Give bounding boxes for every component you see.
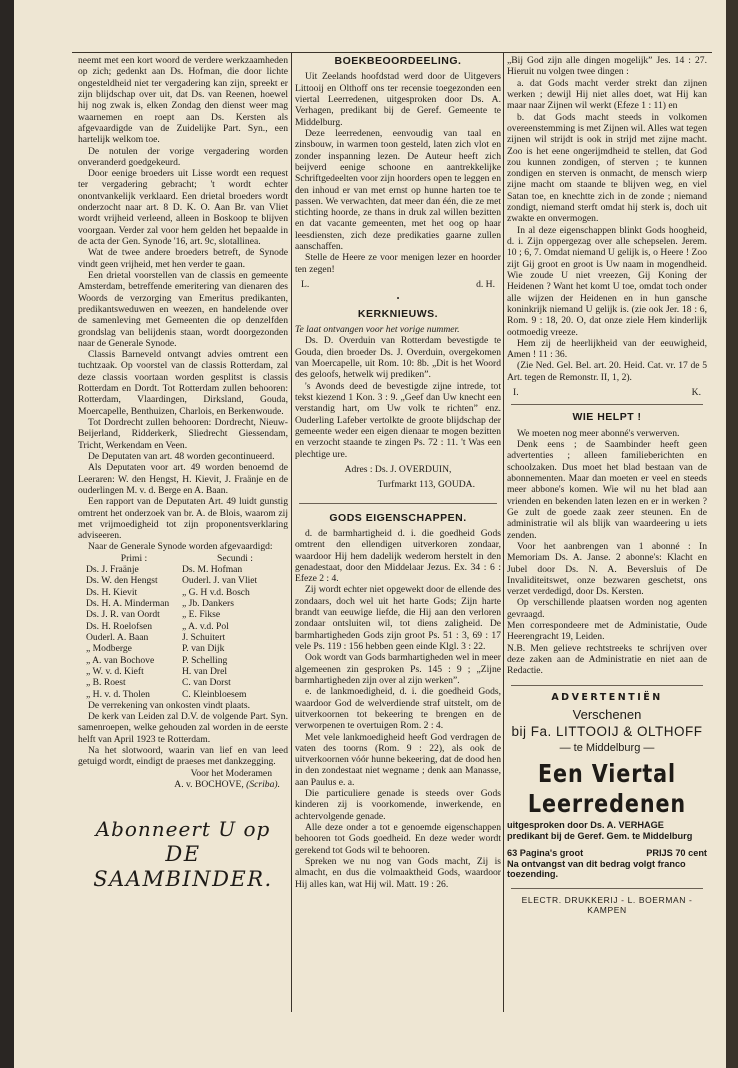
separator-rule bbox=[511, 685, 703, 686]
synod-report-paragraph: De verrekening van onkosten vindt plaats. bbox=[88, 699, 250, 711]
signature bbox=[78, 779, 288, 790]
ad-pages: 63 Pagina's groot bbox=[507, 847, 584, 858]
address-line-1: Adres : Ds. J. OVERDUIN, bbox=[344, 463, 452, 475]
ad-publisher: bij Fa. LITTOOIJ & OLTHOFF bbox=[511, 724, 703, 740]
delegate-secundus: H. van Drel bbox=[182, 665, 228, 677]
delegate-row bbox=[78, 677, 288, 688]
gods-paragraph: Alle deze onder a tot e genoemde eigenschappen behooren tot Gods goedheid. En deze weder wordt gerekend tot Gods wil te behooren. bbox=[295, 822, 501, 856]
wie-helpt-paragraph: We moeten nog meer abonné's verwerven. bbox=[517, 427, 680, 439]
primi-label: Primi : bbox=[120, 552, 148, 564]
delegate-row bbox=[78, 689, 288, 700]
gods-continued-paragraph: a. dat Gods macht verder strekt dan zijnen werken ; dewijl Hij niet alles doet, wat Hij kan maar naar Zijnen wil werkt (Efeze 1 : 11) en bbox=[507, 77, 707, 112]
promo-line-2: DE SAAMBINDER. bbox=[93, 841, 273, 891]
delegate-primus: „ Modberge bbox=[86, 643, 132, 655]
wie-helpt-paragraph: N.B. Men gelieve rechtstreeks te schrijven over deze zaken aan de Administratie en niet aan de Redactie. bbox=[507, 642, 707, 677]
signature-role: (Scriba). bbox=[246, 779, 280, 790]
ad-place-text: te Middelburg bbox=[573, 742, 641, 755]
delegate-secundus: „ Jb. Dankers bbox=[182, 598, 234, 609]
delegate-primus: „ B. Roest bbox=[86, 677, 126, 689]
section-title-kerknieuws: KERKNIEUWS. bbox=[357, 307, 439, 320]
review-paragraph: Stelle de Heere ze voor menigen lezer en hoorder ten zegen! bbox=[295, 252, 501, 275]
ad-price: PRIJS 70 cent bbox=[646, 847, 707, 858]
top-rule bbox=[72, 52, 712, 53]
synod-report-paragraph: Tot Dordrecht zullen behooren: Dordrecht, Nieuw-Beijerland, Ridderkerk, Sliedrecht Giessendam, Tricht, Werkendam en Veen. bbox=[78, 417, 288, 451]
gods-continued-paragraph: „Bij God zijn alle dingen mogelijk” Jes. 14 : 27. Hieruit nu volgen twee dingen : bbox=[507, 55, 707, 78]
synod-report-paragraph: Een drietal voorstellen van de classis en gemeente Amsterdam, betreffende emeritering van dienaren des Woords de verzorging van Emeritus predikanten, predikantsweduwen en weezen, en handelende over de samenleving met Gemeenten die op denzelfden grondslag van belijdenis staan, wordt doorgezonden naar de Generale Synode. bbox=[78, 269, 288, 349]
delegate-primus: Ds. H. Roelofsen bbox=[86, 620, 153, 632]
gods-paragraph: e. de lankmoedigheid, d. i. die goedheid Gods, waardoor God de welverdiende straf uitstelt, om de uitverkoornen tot bekeering te brengen en de verworpenen te overtuigen Rom. 2 : 4. bbox=[295, 686, 501, 732]
kerknieuws-paragraph: Ds. D. Overduin van Rotterdam bevestigde te Gouda, dien broeder Ds. J. Overduin, overgekomen van Moercapelle, uit Rom. 10: 8b. „Dit is het Woord des geloofs, hetwelk wij prediken”. bbox=[295, 335, 501, 381]
section-title-wie-helpt: WIE HELPT ! bbox=[572, 411, 642, 424]
synod-report-paragraph: De Deputaten van art. 48 worden gecontinueerd. bbox=[88, 450, 275, 462]
delegate-row bbox=[78, 609, 288, 620]
delegate-secundus: C. Kleinbloesem bbox=[182, 688, 247, 700]
synod-report-paragraph: Door eenige broeders uit Lisse wordt een request ter vergadering gebracht; 't wordt echter onontvankelijk verklaard. Een drietal broeders wordt onderzocht naar art. 8 D. K. O. Aan Br. van Vliet wordt vrijheid verleend, alleen in Boskoop te blijven voorgaan. Verder zal voor hem gelden het bepaalde in de acta der Gen. Synode '16, art. 9c, slotallinea. bbox=[78, 168, 288, 247]
gods-paragraph: Ook wordt van Gods barmhartigheden wel in meer algemeenen zin gesproken Ps. 145 : 9 ; „Zijne barmhartigheden zijn over al zijn werken”. bbox=[295, 652, 501, 686]
promo-line-1: Abonneert U op bbox=[95, 817, 271, 842]
ad-place: — te Middelburg — bbox=[559, 742, 655, 755]
gods-signature bbox=[507, 387, 707, 398]
delegate-secundus: „ A. v.d. Pol bbox=[182, 620, 229, 632]
delegate-primus: Ds. J. Fraänje bbox=[86, 564, 139, 576]
delegate-row bbox=[78, 575, 288, 586]
book-advertisement bbox=[507, 707, 707, 881]
section-title-boekbeoordeeling: BOEKBEOORDEELING. bbox=[334, 55, 462, 67]
delegate-secundus: J. Schuitert bbox=[182, 631, 226, 643]
gods-sig-right: K. bbox=[691, 387, 701, 399]
separator-rule bbox=[511, 888, 703, 889]
separator-ornament: • bbox=[396, 294, 400, 304]
synod-report-paragraph: Als Deputaten voor art. 49 worden benoemd de Leeraren: W. den Hengst, H. Kievit, J. Fraänje en de ouderlingen M. v. d. Berge en A. Baan. bbox=[78, 462, 288, 496]
section-title-advertentien: ADVERTENTIËN bbox=[551, 691, 663, 703]
synod-report-paragraph: De notulen der vorige vergadering worden onveranderd goedgekeurd. bbox=[78, 145, 288, 168]
delegate-secundus: P. Schelling bbox=[182, 654, 228, 666]
delegate-secundus: Ds. M. Hofman bbox=[182, 564, 243, 576]
gods-paragraph: Die particuliere genade is steeds over Gods kinderen zij is voorkomende, inwerkende, en achtervolgende genade. bbox=[295, 788, 501, 822]
delegate-secundus: C. van Dorst bbox=[182, 677, 231, 689]
delegate-primus: „ W. v. d. Kieft bbox=[86, 665, 144, 677]
column-rule-1 bbox=[291, 52, 292, 1012]
gods-sig-left: I. bbox=[513, 387, 519, 399]
delegate-row bbox=[78, 655, 288, 666]
ad-note: Na ontvangst van dit bedrag volgt franco toezending. bbox=[507, 858, 686, 880]
gods-continued-paragraph: (Zie Ned. Gel. Bel. art. 20. Heid. Cat. vr. 17 de 5 Art. tegen de Remonstr. II, 1, 2). bbox=[507, 360, 707, 383]
gods-continued-paragraph: Hem zij de heerlijkheid van der eeuwigheid, Amen ! 11 : 36. bbox=[507, 337, 707, 361]
delegate-row bbox=[78, 632, 288, 643]
wie-helpt-paragraph: Men correspondeere met de Administatie, Oude Heerengracht 19, Leiden. bbox=[507, 620, 707, 643]
closing-line: Voor het Moderamen bbox=[190, 767, 272, 779]
delegate-row bbox=[78, 621, 288, 632]
wie-helpt-paragraph: Op verschillende plaatsen worden nog agenten gevraagd. bbox=[507, 597, 707, 620]
delegate-primus: Ds. J. R. van Oordt bbox=[86, 609, 160, 621]
synod-report-paragraph: Naar de Generale Synode worden afgevaardigd: bbox=[88, 541, 273, 553]
gods-continued-paragraph: b. dat Gods macht steeds in volkomen overeenstemming is met Zijnen wil. Alles wat tegen zijnen wil strijdt is ook in strijd met zijne macht. Zoo is het eene ongerijmdheid te stellen, dat God zou kunnen zondigen, of sterven ; te kunnen zondigen en sterven is onmacht, de mensch wierp zijne macht om staande te blijven weg, en viel Satan toe, en knechtte zich in de zonde ; niemand zondigt, niemand sterft omdat hij sterk is, doch uit zwakte en onvermogen. bbox=[507, 111, 707, 225]
review-sig-right: d. H. bbox=[476, 279, 495, 290]
secundi-label: Secundi : bbox=[217, 552, 253, 564]
delegates-header bbox=[78, 553, 288, 564]
ad-subtitle-1: uitgesproken door Ds. A. VERHAGE bbox=[507, 820, 664, 831]
synod-report-paragraph: neemt met een kort woord de verdere werkzaamheden op zich; gedenkt aan Ds. Hofman, die door lichte ongesteldheid niet ter vergadering kan zijn, spreekt er zijn blijdschap over uit, dat Ds. van Reenen, hoewel hij nog zwak is, elken Zondag den dienst weer mag waarnemen en roept aan Ds. Kersten als afgevaardigde van de Zuidelijke Part. Syn., een hartelijk welkom toe. bbox=[78, 55, 288, 146]
gods-paragraph: Met vele lankmoedigheid heeft God verdragen de vaten des toorns (Rom. 9 : 22), als ook de uitverkoornen vóór hunne bekeering, dat de dood hen in den zondestaat niet wegname ; denk aan Manasse, aan Paulus e. a. bbox=[295, 731, 501, 788]
ad-book-title: Een Viertal Leerredenen bbox=[527, 759, 687, 818]
delegate-primus: „ H. v. d. Tholen bbox=[86, 688, 150, 700]
column-3 bbox=[507, 55, 707, 915]
gods-paragraph: Spreken we nu nog van Gods macht, Zij is almacht, en dus die volmaaktheid Gods, waardoor Hij alles kan, wat Hij wil. Matt. 19 : 26. bbox=[295, 855, 501, 890]
separator-rule bbox=[299, 503, 497, 504]
ad-price-row bbox=[507, 848, 707, 859]
delegate-row bbox=[78, 598, 288, 609]
delegates-list bbox=[78, 564, 288, 700]
synod-report-paragraph: Een rapport van de Deputaten Art. 49 luidt gunstig omtrent het onderzoek van br. A. de Blois, waarom zij met vrijmoedigheid tot zijn proponentsverklaring adviseeren. bbox=[78, 496, 288, 542]
delegate-row bbox=[78, 666, 288, 677]
delegate-secundus: P. van Dijk bbox=[182, 643, 225, 655]
gods-continued-paragraph: In al deze eigenschappen blinkt Gods hoogheid, d. i. Zijn oppergezag over alle schepselen. Jerem. 10 ; 6, 7. Omdat niemand U gelijk is, o Heere ! Zoo zijt Gij groot en groot is Uw naam in mogendheid. Wie zoude U niet vreezen, Gij Koning der Heidenen ? Want het komt U toe, omdat toch onder alle wijzen der Heidenen en in hun gansche koninkrijk niemand U gelijk is. (zie ook Jer. 18 : 6, Rom. 9 : 18, 20. O, dat onze ziele Hem kinderlijk ootmoedig vreeze. bbox=[507, 224, 707, 338]
column-1 bbox=[78, 55, 288, 891]
delegate-primus: „ A. van Bochove bbox=[86, 654, 155, 666]
newspaper-page bbox=[14, 0, 726, 1068]
review-paragraph: Uit Zeelands hoofdstad werd door de Uitgevers Littooij en Olthoff ons ter recensie toegezonden een viertal Leerredenen, uitgesproken door Ds. A. Verhagen, predikant bij de Geref. Gemeente te Middelburg. bbox=[295, 71, 501, 128]
ad-verschenen: Verschenen bbox=[572, 706, 642, 722]
delegate-secundus: „ G. H v.d. Bosch bbox=[182, 586, 250, 598]
page-edge bbox=[726, 0, 738, 1068]
review-signature bbox=[295, 279, 501, 290]
wie-helpt-paragraph: Denk eens ; de Saambinder heeft geen advertenties ; alleen familieberichten en schoolzaken. Dus moet het blad bestaan van de abonnementen. Maar dan moeten er veel en steeds meer abbone's komen. Wie wil nu het blad aan vrienden en bekenden laten lezen en er in werken ? Ge zult de goede zaak zeer steunen. En de administratie wil als blijk van waardeering u iets zenden. bbox=[507, 439, 707, 541]
synod-report-paragraph: Wat de twee andere broeders betreft, de Synode vindt geen vrijheid, met hen verder te gaan. bbox=[78, 247, 288, 270]
kerknieuws-paragraph: 's Avonds deed de bevestigde zijne intrede, tot tekst kiezend 1 Kon. 3 : 9. „Geef dan Uw knecht een verstandig hart, om Uw volk te richten” enz. Ouderling Lafeber vertolkte de groote blijdschap der gemeente weder een eigen dienaar te mogen bezitten en verzocht staande te zingen Ps. 72 : 11. 't Was een plechtige ure. bbox=[295, 380, 501, 460]
gods-paragraph: d. de barmhartigheid d. i. die goedheid Gods omtrent den ellendigen uitverkoren zondaar, waardoor Hij hem dadelijk wederom herstelt in den genadestaat, door den Middelaar Jezus. Ex. 34 : 6 : Efeze 2 : 4. bbox=[295, 527, 501, 585]
gods-paragraph: Zij wordt echter niet opgewekt door de ellende des zondaars, doch wel uit het harte Gods; Zijn harte brandt van eeuwige liefde, die Hij aan den verloren zondaar ontsluiten wil, tot diens zaligheid. De barmhartigheden Gods zijn groot Ps. 51 : 3, 69 : 17 vele Ps. 119 : 156 hebben geen einde Klgl. 3 : 22. bbox=[295, 584, 501, 652]
column-2 bbox=[295, 55, 501, 890]
kerknieuws-subtitle: Te laat ontvangen voor het vorige nummer. bbox=[295, 324, 460, 336]
section-title-gods-eigenschappen: GODS EIGENSCHAPPEN. bbox=[329, 511, 467, 524]
review-sig-left: L. bbox=[301, 279, 310, 290]
delegate-primus: Ouderl. A. Baan bbox=[86, 631, 149, 643]
delegate-secundus: „ E. Fikse bbox=[182, 609, 221, 621]
review-paragraph: Deze leerredenen, eenvoudig van taal en zinsbouw, in warmen toon gesteld, laten zich vlot en zonder inspanning lezen. De Auteur heeft zich beijverd eenige schoone en aantrekkelijke Schriftgedeelten voor zijn hoorders open te leggen en den inhoud er van met ernst op hunne harten toe te passen. We verwachten, dat meer dan één, die ze met stichting hoorde, ze thans in druk zal willen bezitten en dat vacante gemeenten, met het oog op haar leesdiensten, zich deze predikaties gaarne zullen aanschaffen. bbox=[295, 127, 501, 253]
column-rule-2 bbox=[503, 52, 504, 1012]
delegate-secundus: Ouderl. J. van Vliet bbox=[182, 575, 258, 587]
wie-helpt-paragraph: Voor het aanbrengen van 1 abonné : In Memoriam Ds. A. Janse. 2 abonne's: Klacht en Jubel door Ds. N. A. Beversluis of De Invaliditeitswet, onze bezwaren geschetst, ons verzet verdedigd, door Ds. Kersten. bbox=[507, 540, 707, 598]
separator-rule bbox=[511, 404, 703, 405]
address-line-2: Turfmarkt 113, GOUDA. bbox=[377, 479, 475, 491]
subscribe-promo bbox=[78, 818, 288, 891]
synod-report-paragraph: De kerk van Leiden zal D.V. de volgende Part. Syn. samenroepen, welke gehouden zal worden in de eerste helft van April 1923 te Rotterdam. bbox=[78, 711, 288, 745]
synod-report-paragraph: Classis Barneveld ontvangt advies omtrent een tuchtzaak. Op voorstel van de classis Rotterdam, zal deze classis voortaan worden gesplitst is classis Rotterdam en Dordt. Tot Rotterdam zullen behooren: Rotterdam, Vlaardingen, Dirksland, Gouda, Moercapelle, Benthuizen, Charlois, en Berkenwoude. bbox=[78, 349, 288, 417]
delegate-primus: Ds. W. den Hengst bbox=[86, 575, 158, 587]
delegate-row bbox=[78, 564, 288, 575]
printer-imprint: ELECTR. DRUKKERIJ - L. BOERMAN - KAMPEN bbox=[521, 895, 693, 916]
delegate-primus: Ds. H. Kievit bbox=[86, 586, 138, 598]
signature-name: A. v. BOCHOVE, bbox=[174, 779, 244, 790]
synod-report-paragraph: Na het slotwoord, waarin van lief en van leed getuigd wordt, eindigt de praeses met dankzegging. bbox=[78, 745, 288, 768]
delegate-row bbox=[78, 587, 288, 598]
delegate-row bbox=[78, 643, 288, 654]
ad-subtitle-2: predikant bij de Geref. Gem. te Middelburg bbox=[507, 830, 693, 841]
delegate-primus: Ds. H. A. Minderman bbox=[86, 598, 170, 609]
